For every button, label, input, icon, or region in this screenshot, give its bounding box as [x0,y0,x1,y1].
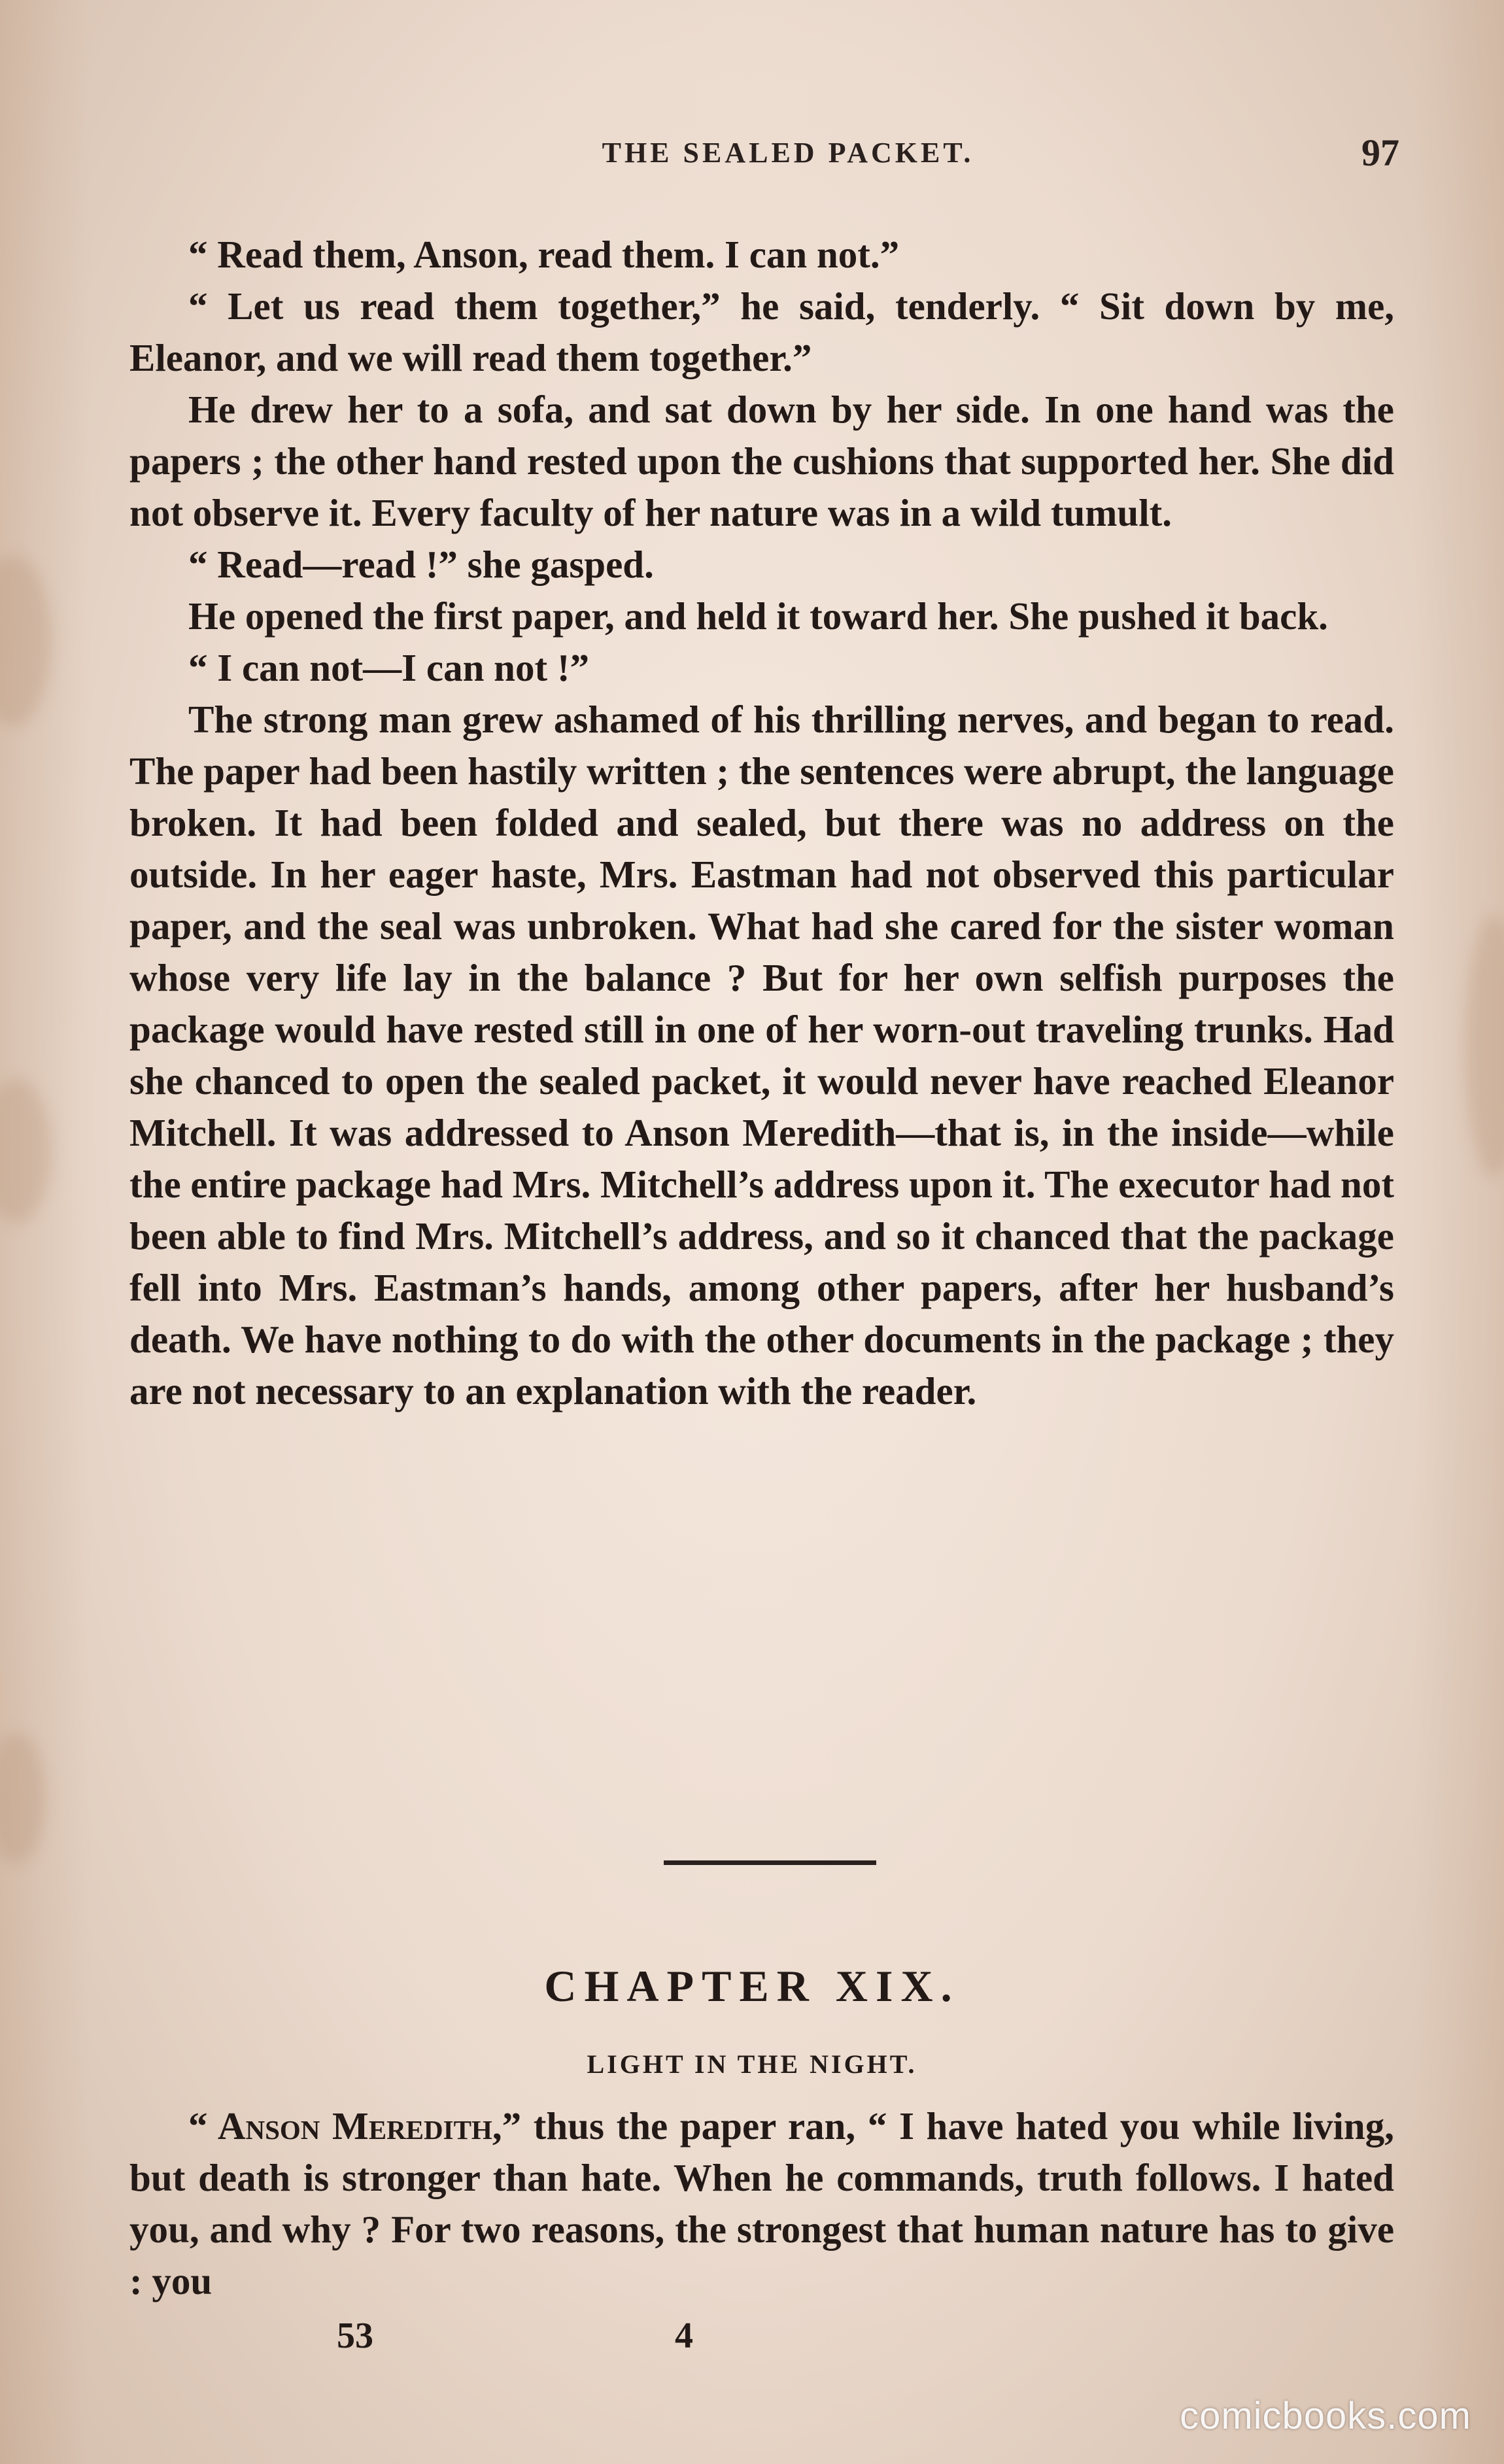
signature-mark-left: 53 [337,2316,373,2356]
body-text [129,229,1394,1417]
page-stain [1465,915,1504,1177]
page-header [177,131,1399,177]
running-title: THE SEALED PACKET. [602,137,974,169]
paragraph: “ Let us read them together,” he said, tenderly. “ Sit down by me, Eleanor, and we will read them together.” [129,284,1394,379]
page-stain [0,1079,52,1223]
paragraph [129,2100,1394,2307]
chapter-heading: CHAPTER XIX. [544,1961,960,2011]
paragraph: “ Read them, Anson, read them. I can not.” [188,233,900,276]
section-divider [664,1860,876,1865]
paragraph: He drew her to a sofa, and sat down by her side. In one hand was the papers ; the other hand rested upon the cushions that supported her. She did not observe it. Every faculty of her nature was in a wild tumult. [129,388,1394,534]
page-stain [0,1733,46,1864]
chapter-opening [129,2100,1394,2307]
paragraph: He opened the first paper, and held it toward her. She pushed it back. [188,594,1328,638]
opening-name: “ Anson Meredith,” [188,2104,522,2147]
paragraph: “ I can not—I can not !” [188,646,589,689]
signature-mark-right: 4 [675,2316,693,2356]
opening-text: thus the paper ran, “ I have hated you while living, but death is stronger than hate. When he commands, truth follows. I hated you, and why ? For two reasons, the strongest that human nature has to give : you [129,2104,1394,2302]
watermark: comicbooks.com [1180,2395,1471,2437]
page-stain [0,556,52,726]
chapter-subtitle: LIGHT IN THE NIGHT. [587,2049,917,2079]
paragraph: “ Read—read !” she gasped. [188,543,654,586]
paragraph: The strong man grew ashamed of his thrilling nerves, and began to read. The paper had been hastily written ; the sentences were abrupt, the language broken. It had been folded and sealed, but there was no address on the outside. In her eager haste, Mrs. Eastman had not observed this particular paper, and the seal was unbroken. What had she cared for the sister woman whose very life lay in the balance ? But for her own selfish purposes the package would have rested still in one of her worn-out traveling trunks. Had she chanced to open the sealed packet, it would never have reached Eleanor Mitchell. It was addressed to Anson Meredith—that is, in the inside—while the entire package had Mrs. Mitchell’s address upon it. The executor had not been able to find Mrs. Mitchell’s address, and so it chanced that the package fell into Mrs. Eastman’s hands, among other papers, after her husband’s death. We have nothing to do with the other documents in the package ; they are not necessary to an explanation with the reader. [129,698,1394,1412]
page-number: 97 [1361,131,1399,174]
